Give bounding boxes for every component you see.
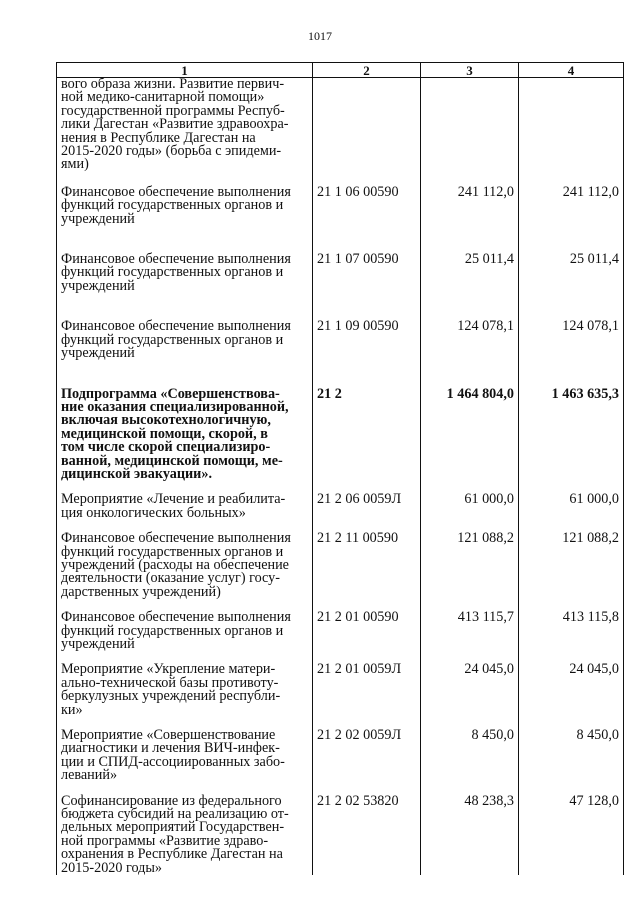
row-value-col4: 8 450,0 <box>519 729 624 795</box>
budget-table <box>56 62 624 875</box>
row-value-col4: 25 011,4 <box>519 253 624 320</box>
row-code-cell: 21 2 06 0059Л <box>313 493 421 532</box>
row-code-cell <box>313 78 421 186</box>
row-code-cell: 21 2 02 53820 <box>313 795 421 875</box>
row-value-col3: 25 011,4 <box>421 253 519 320</box>
row-value-col4: 47 128,0 <box>519 795 624 875</box>
row-code-cell: 21 2 <box>313 388 421 494</box>
table-row <box>57 253 624 320</box>
row-value-col3 <box>421 78 519 186</box>
row-name-cell: Подпрограмма «Совершенствова- ние оказания специализированной, включая высокотехнологичную, медицинской помощи, скорой, в том числе скорой специализиро- ванной, медицинской помощи, ме- дицинской эвакуации». <box>57 388 313 494</box>
row-value-col3: 121 088,2 <box>421 532 519 611</box>
row-name-cell: Финансовое обеспечение выполнения функций государственных органов и учреждений <box>57 611 313 663</box>
page-number: 1017 <box>308 29 332 43</box>
row-value-col3: 8 450,0 <box>421 729 519 795</box>
row-code-cell: 21 1 09 00590 <box>313 320 421 387</box>
row-name-cell: Мероприятие «Совершенствование диагностики и лечения ВИЧ-инфек- ции и СПИД-ассоциированных забо- леваний» <box>57 729 313 795</box>
row-value-col3: 413 115,7 <box>421 611 519 663</box>
row-value-col3: 1 464 804,0 <box>421 388 519 494</box>
row-value-col3: 24 045,0 <box>421 663 519 729</box>
column-header-3: 3 <box>421 63 519 78</box>
row-value-col3: 241 112,0 <box>421 186 519 253</box>
row-value-col4: 61 000,0 <box>519 493 624 532</box>
row-code-cell: 21 2 11 00590 <box>313 532 421 611</box>
row-value-col4: 121 088,2 <box>519 532 624 611</box>
row-name-cell: Мероприятие «Укрепление матери- ально-технической базы противоту- беркулузных учреждений республи- ки» <box>57 663 313 729</box>
row-value-col4: 24 045,0 <box>519 663 624 729</box>
row-name-cell: Финансовое обеспечение выполнения функций государственных органов и учреждений <box>57 253 313 320</box>
row-name-cell: вого образа жизни. Развитие первич- ной медико-санитарной помощи» государственной программы Респуб- лики Дагестан «Развитие здравоохра- нения в Республике Дагестан на 2015-2020 годы» (борьба с эпидеми- ями) <box>57 78 313 186</box>
row-name-cell: Финансовое обеспечение выполнения функций государственных органов и учреждений (расходы на обеспечение деятельности (оказание услуг) госу- дарственных учреждений) <box>57 532 313 611</box>
row-code-cell: 21 2 02 0059Л <box>313 729 421 795</box>
row-code-cell: 21 1 07 00590 <box>313 253 421 320</box>
row-name-cell: Финансовое обеспечение выполнения функций государственных органов и учреждений <box>57 186 313 253</box>
row-value-col4 <box>519 78 624 186</box>
row-name-cell: Софинансирование из федерального бюджета субсидий на реализацию от- дельных мероприятий Государствен- ной программы «Развитие здраво- охранения в Республике Дагестан на 2015-2020 годы» <box>57 795 313 875</box>
row-code-cell: 21 2 01 0059Л <box>313 663 421 729</box>
table-row <box>57 388 624 494</box>
table-row <box>57 611 624 663</box>
table-row <box>57 493 624 532</box>
row-value-col4: 413 115,8 <box>519 611 624 663</box>
table-row <box>57 532 624 611</box>
table-row <box>57 729 624 795</box>
row-code-cell: 21 2 01 00590 <box>313 611 421 663</box>
row-name-cell: Финансовое обеспечение выполнения функций государственных органов и учреждений <box>57 320 313 387</box>
table-row <box>57 320 624 387</box>
column-header-4: 4 <box>519 63 624 78</box>
row-value-col4: 241 112,0 <box>519 186 624 253</box>
row-value-col4: 124 078,1 <box>519 320 624 387</box>
table-row <box>57 663 624 729</box>
column-header-1: 1 <box>57 63 313 78</box>
column-header-2: 2 <box>313 63 421 78</box>
table-body <box>57 78 624 876</box>
row-value-col3: 48 238,3 <box>421 795 519 875</box>
row-value-col4: 1 463 635,3 <box>519 388 624 494</box>
row-value-col3: 61 000,0 <box>421 493 519 532</box>
table-row <box>57 795 624 875</box>
row-value-col3: 124 078,1 <box>421 320 519 387</box>
table-row <box>57 78 624 186</box>
row-name-cell: Мероприятие «Лечение и реабилита- ция онкологических больных» <box>57 493 313 532</box>
row-code-cell: 21 1 06 00590 <box>313 186 421 253</box>
table-row <box>57 186 624 253</box>
